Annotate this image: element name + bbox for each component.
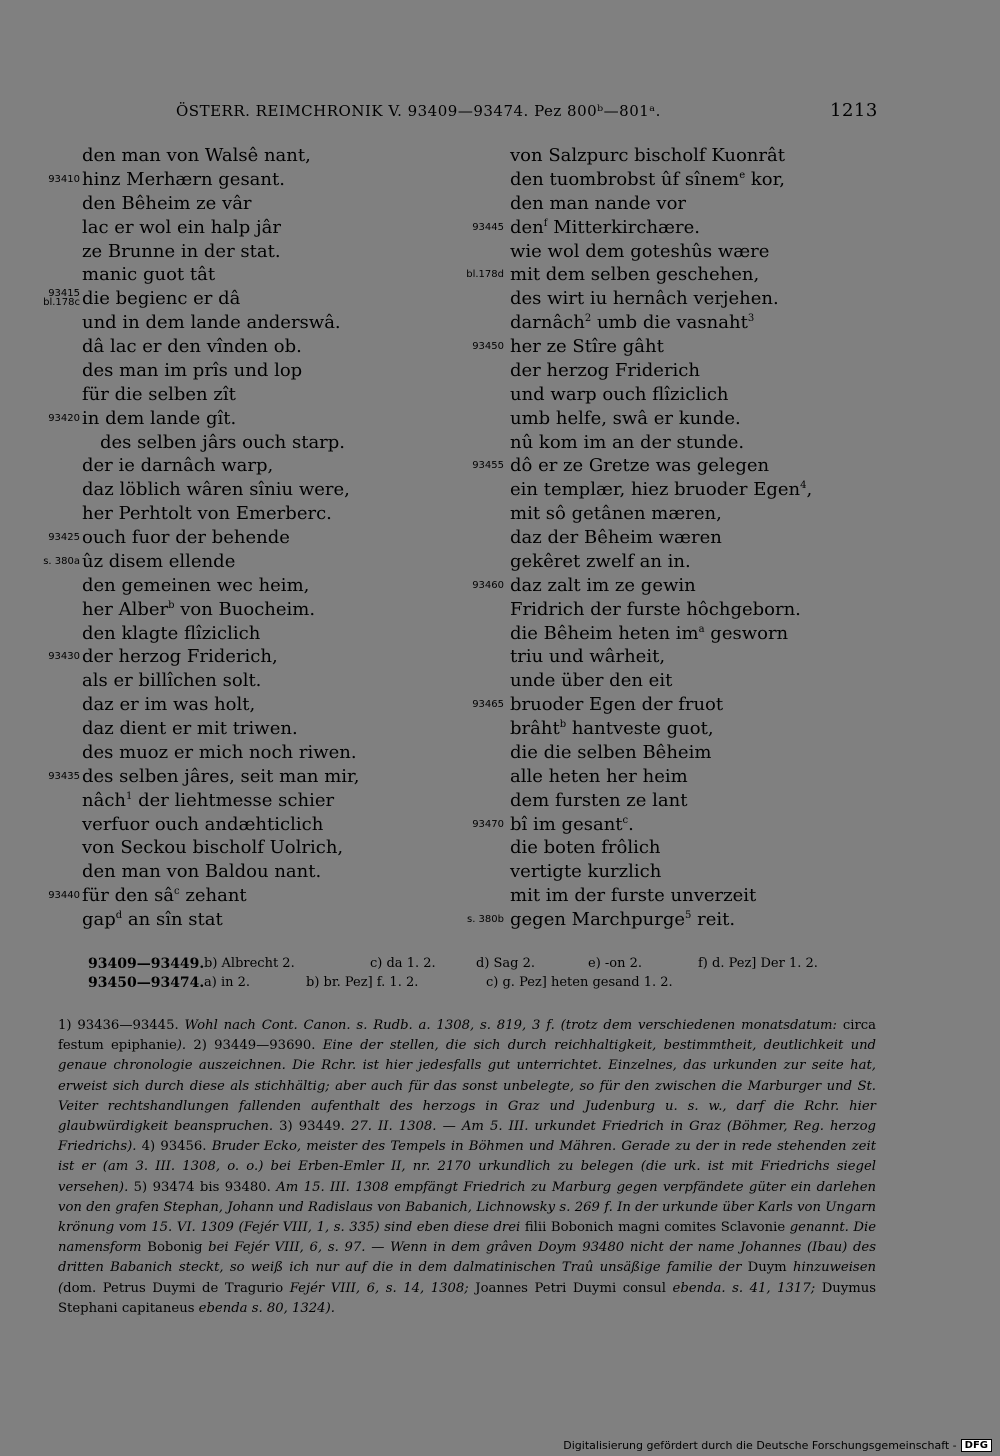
verse-segment: nâch (82, 789, 126, 811)
footnotes (58, 1016, 876, 1319)
verse-segment: für die selben zît (82, 383, 236, 405)
note-text: 27. II. 1308. — Am 5. III. urkundet Friedrich in Graz (Böhmer, Reg. herzog Friedrichs). (58, 1119, 876, 1155)
verse-segment: des selben jâres, seit man mir, (82, 765, 360, 787)
verse-line (28, 574, 468, 598)
verse-segment: ein templær, hiez bruoder Egen (510, 479, 801, 501)
verse-segment: dâ lac er den vînden ob. (82, 336, 302, 357)
apparatus-item: c) g. Pez] heten gesand 1. 2. (486, 975, 673, 990)
verse-text (510, 335, 664, 359)
verse-segment: mit sô getânen mæren, (510, 503, 722, 525)
verse-text (82, 168, 285, 192)
verse-line (452, 240, 892, 264)
verse-line (452, 574, 892, 598)
note-number: 5) 93474 bis 93480. (133, 1179, 277, 1195)
apparatus-item: c) da 1. 2. (370, 956, 436, 971)
verse-segment: manic guot tât (82, 264, 216, 286)
verse-line (452, 717, 892, 741)
verse-segment: Mitterkirchære. (547, 216, 700, 238)
verse-line (28, 693, 468, 717)
verse-text (82, 765, 359, 789)
verse-text (510, 263, 759, 287)
verse-line (452, 335, 892, 359)
verse-line (452, 168, 892, 192)
verse-line (28, 168, 468, 192)
note-number: 1) 93436—93445. (58, 1018, 185, 1033)
verse-text (82, 860, 321, 884)
verse-segment: die die selben Bêheim (510, 741, 712, 763)
verse-line (452, 598, 892, 622)
verse-line (28, 836, 468, 860)
verse-segment: her ze Stîre gâht (510, 336, 664, 357)
verse-line (28, 789, 468, 813)
verse-segment: und in dem lande anderswâ. (82, 312, 341, 334)
verse-text (510, 359, 700, 383)
verse-line (452, 550, 892, 574)
verse-text (510, 311, 754, 335)
verse-text (510, 240, 769, 264)
verse-segment: brâht (510, 718, 560, 739)
verse-segment: daz er im was holt, (82, 694, 256, 716)
apparatus-label: 93450—93474. (88, 975, 205, 991)
funding-note: Digitalisierung gefördert durch die Deutsche Forschungsgemeinschaft - (563, 1438, 957, 1452)
note-text: ebenda. s. 41, 1317; (666, 1280, 822, 1296)
verse-segment: in dem lande gît. (82, 407, 237, 429)
verse-text (82, 335, 302, 359)
verse-segment: der ie darnâch warp, (82, 455, 274, 477)
verse-column-right (452, 144, 892, 932)
verse-segment: und warp ouch flîziclich (510, 383, 729, 405)
line-number: bl.178d (466, 269, 504, 281)
verse-text (82, 359, 302, 383)
verse-line (28, 765, 468, 789)
verse-text (82, 550, 235, 574)
note-text: Eine der stellen, die sich durch reichhaltigkeit, bestimmtheit, deutlichkeit und genaue chronologie auszeichnen. Die Rchr. ist hier jedesfalls gut unterrichtet. Einzelnes, das urkunden zur seite hat, erweist sich durch diese als stichhältig; aber auch für das sonst unbelegte, so für den zwischen die Marburger und St. Veiter rechtshandlungen fallenden aufenthalt des herzogs in Graz und Judenburg u. s. w., darf die Rchr. hier glaubwürdigkeit beanspruchen. (58, 1038, 876, 1135)
verse-line (28, 526, 468, 550)
verse-segment: daz löblich wâren sîniu were, (82, 479, 350, 501)
verse-segment: die boten frôlich (510, 837, 661, 859)
verse-line (28, 598, 468, 622)
verse-line (28, 311, 468, 335)
verse-text (510, 216, 700, 240)
verse-line (452, 454, 892, 478)
apparatus-item: b) br. Pez] f. 1. 2. (306, 975, 419, 990)
verse-segment: ze Brunne in der stat. (82, 240, 281, 262)
verse-text (82, 789, 334, 813)
verse-segment: wie wol dem goteshûs wære (510, 240, 770, 262)
note-marker: 1 (126, 790, 133, 802)
verse-text (82, 526, 290, 550)
note-text: Bruder Ecko, meister des Tempels in Böhmen und Mähren. Gerade zu der in rede stehenden zeit ist er (am 3. III. 1308, o. o.) bei Erben-Emler II, nr. 2170 urkundlich zu belegen (die urk. ist mit Friedrichs siegel versehen). (58, 1139, 877, 1195)
verse-text (82, 216, 281, 240)
verse-text (510, 693, 723, 717)
verse-segment: des selben jârs ouch starp. (100, 431, 346, 453)
verse-line (452, 216, 892, 240)
verse-text (82, 836, 343, 860)
verse-line (452, 884, 892, 908)
verse-segment: den man von Walsê nant, (82, 145, 311, 166)
verse-line (452, 526, 892, 550)
verse-text (510, 908, 735, 932)
note-text: Wohl nach Cont. Canon. s. Rudb. a. 1308, s. 819, 3 f. (trotz dem verschiedenen monatsdatum: (184, 1018, 843, 1033)
verse-text (82, 813, 323, 837)
verse-segment: ouch fuor der behende (82, 527, 290, 548)
verse-segment: unde über den eit (510, 670, 673, 692)
verse-line (28, 287, 468, 311)
verse-line (452, 287, 892, 311)
verse-text (82, 717, 298, 741)
verse-segment: lac er wol ein halp jâr (82, 216, 281, 238)
verse-text (82, 263, 215, 287)
verse-segment: den Bêheim ze vâr (82, 192, 252, 214)
verse-line (28, 860, 468, 884)
line-number: 93425 (48, 532, 80, 543)
verse-text (510, 860, 661, 884)
note-marker: b (559, 719, 567, 730)
verse-segment: den (510, 216, 544, 238)
note-marker: 5 (685, 910, 692, 921)
verse-line (452, 765, 892, 789)
verse-text (510, 431, 744, 455)
verse-segment: die begienc er dâ (82, 288, 241, 310)
verse-segment: gegen Marchpurge (510, 909, 685, 930)
verse-segment: daz der Bêheim wæren (510, 527, 722, 548)
verse-segment: her Perhtolt von Emerberc. (82, 503, 332, 525)
verse-text (82, 454, 273, 478)
verse-segment: der liehtmesse schier (132, 789, 335, 811)
verse-segment: dem fursten ze lant (510, 789, 688, 811)
verse-line (28, 359, 468, 383)
verse-segment: bî im gesant (510, 813, 623, 835)
line-number: 93450 (472, 341, 504, 352)
verse-text (510, 478, 812, 502)
note-text: bei Fejér VIII, 6, s. 97. — Wenn in dem grâven Doym 93480 nicht der name Johannes (Ibau) des dritten Babanich steckt, so weiß ich nur auf die in dem dalmatinischen Traû unsäßige familie der (58, 1240, 877, 1276)
note-number: 2) 93449—93690. (193, 1038, 323, 1054)
verse-line (28, 813, 468, 837)
verse-segment: darnâch (510, 312, 585, 334)
line-number: 93470 (472, 818, 504, 830)
verse-column-left (28, 144, 468, 932)
line-number (28, 289, 80, 307)
verse-line (452, 359, 892, 383)
verse-line (452, 478, 892, 502)
line-number: 93460 (472, 579, 504, 591)
verse-segment: des muoz er mich noch riwen. (82, 741, 357, 763)
verse-line (452, 908, 892, 932)
verse-segment: mit im der furste unverzeit (510, 885, 757, 907)
verse-text (82, 407, 236, 431)
note-marker: 3 (747, 313, 755, 325)
verse-segment: daz dient er mit triwen. (82, 718, 298, 739)
verse-line (28, 908, 468, 932)
verse-segment: umb die vasnaht (591, 312, 748, 334)
verse-line (452, 622, 892, 646)
verse-line (452, 192, 892, 216)
verse-segment: vertigte kurzlich (510, 861, 662, 883)
verse-line (452, 836, 892, 860)
line-number: 93430 (48, 651, 80, 663)
apparatus-label: 93409—93449. (88, 956, 205, 972)
verse-text (510, 598, 801, 622)
verse-line (452, 860, 892, 884)
verse-text (82, 622, 260, 646)
verse-segment: bruoder Egen der fruot (510, 694, 724, 716)
running-header (0, 100, 1000, 124)
verse-line (28, 407, 468, 431)
verse-text (510, 168, 785, 192)
note-marker: e (739, 169, 746, 181)
verse-text (82, 287, 240, 311)
verse-line (452, 431, 892, 455)
verse-text (510, 407, 741, 431)
line-number: 93455 (472, 460, 504, 472)
verse-line (28, 144, 468, 168)
verse-text (82, 383, 236, 407)
verse-text (510, 383, 729, 407)
verse-line (452, 741, 892, 765)
verse-text (510, 813, 634, 837)
verse-segment: die Bêheim heten im (510, 622, 699, 644)
verse-text (510, 669, 672, 693)
verse-text (510, 765, 688, 789)
line-number: s. 380a (43, 555, 80, 567)
verse-text (82, 908, 223, 932)
verse-text (510, 622, 788, 646)
verse-segment: gap (82, 909, 116, 930)
note-quote: circa festum epiphanie (58, 1018, 876, 1054)
verse-line (28, 550, 468, 574)
dfg-logo: DFG (961, 1439, 992, 1452)
verse-line (28, 216, 468, 240)
verse-line (28, 335, 468, 359)
verse-line (28, 431, 468, 455)
verse-text (510, 192, 686, 216)
verse-line (452, 407, 892, 431)
verse-segment: des man im prîs und lop (82, 359, 303, 381)
line-number: 93440 (48, 890, 80, 902)
note-marker: 4 (800, 480, 807, 492)
verse-text (100, 431, 345, 455)
verse-segment: den gemeinen wec heim, (82, 574, 310, 596)
verse-line (28, 263, 468, 287)
verse-segment: Fridrich der furste hôchgeborn. (510, 598, 801, 620)
verse-segment: der herzog Friderich, (82, 646, 278, 668)
verse-text (82, 240, 281, 264)
verse-segment: den klagte flîziclich (82, 622, 261, 644)
verse-segment: umb helfe, swâ er kunde. (510, 407, 741, 429)
note-quote: dom. Petrus Duymi de Tragurio (63, 1280, 284, 1296)
verse-segment: den tuombrobst ûf sînem (510, 168, 740, 190)
verse-text (82, 478, 350, 502)
note-marker: a (698, 623, 705, 635)
verse-segment: ûz disem ellende (82, 550, 236, 572)
line-number: 93420 (48, 412, 80, 424)
apparatus-item: b) Albrecht 2. (204, 956, 295, 971)
verse-text (82, 645, 278, 669)
verse-segment: für den sâ (82, 885, 175, 907)
verse-segment: kor, (745, 168, 785, 190)
note-quote: Duymus Stephani capitaneus (58, 1280, 876, 1316)
verse-line (28, 622, 468, 646)
line-number: s. 380b (466, 914, 504, 925)
verse-segment: daz zalt im ze gewin (510, 574, 696, 596)
verse-line (28, 669, 468, 693)
verse-line (452, 789, 892, 813)
note-text: hinzuweisen ( (58, 1260, 876, 1296)
note-marker: c (174, 886, 180, 898)
verse-segment: hinz Merhærn gesant. (82, 168, 285, 190)
verse-text (510, 454, 769, 478)
verse-line (28, 383, 468, 407)
note-marker: 2 (584, 313, 592, 325)
note-text: ). (176, 1038, 194, 1054)
verse-text (82, 884, 247, 908)
verse-line (452, 645, 892, 669)
note-text: ebenda s. 80, 1324). (194, 1300, 335, 1316)
verse-text (510, 574, 696, 598)
note-marker: b (168, 599, 175, 611)
verse-text (82, 144, 311, 168)
verse-line (28, 717, 468, 741)
verse-text (510, 884, 756, 908)
verse-segment: . (628, 813, 634, 835)
verse-text (510, 144, 785, 168)
note-number: 3) 93449. (279, 1119, 351, 1135)
verse-line (28, 240, 468, 264)
note-quote: filii Bobonich magni comites Sclavonie (524, 1220, 786, 1236)
verse-line (452, 263, 892, 287)
verse-segment: der herzog Friderich (510, 359, 700, 381)
verse-text (510, 287, 779, 311)
verse-segment: von Salzpurc bischolf Kuonrât (510, 145, 785, 166)
verse-line (452, 693, 892, 717)
verse-text (82, 693, 255, 717)
line-number: 93410 (48, 173, 80, 185)
verse-segment: den man nande vor (510, 192, 687, 214)
verse-text (510, 502, 722, 526)
verse-text (82, 741, 357, 765)
verse-line (452, 669, 892, 693)
apparatus-row-1 (88, 956, 888, 976)
verse-segment: alle heten her heim (510, 765, 688, 787)
verse-text (82, 192, 252, 216)
note-text: Am 15. III. 1308 empfängt Friedrich zu Marburg gegen verpfändete güter ein darlehen von den grafen Stephan, Johann und Radislaus von Babanich, Lichnowsky s. 269 f. In der urkunde über Karls von Ungarn krönung vom 15. VI. 1309 (Fejér VIII, 1, s. 335) sind eben diese drei (58, 1179, 876, 1236)
verse-text (82, 598, 315, 622)
line-number: 93465 (472, 699, 504, 711)
verse-segment: als er billîchen solt. (82, 670, 262, 692)
apparatus-item: d) Sag 2. (476, 956, 536, 971)
verse-text (510, 741, 711, 765)
note-marker: c (622, 814, 629, 826)
line-number: 93435 (48, 770, 80, 782)
apparatus-item: e) -on 2. (588, 956, 643, 971)
note-text: Fejér VIII, 6, s. 14, 1308; (283, 1280, 476, 1296)
verse-line (28, 884, 468, 908)
verse-segment: den man von Baldou nant. (82, 861, 322, 883)
verse-text (510, 550, 691, 574)
verse-text (510, 526, 722, 550)
running-title: ÖSTERR. REIMCHRONIK V. 93409—93474. Pez 800ᵇ—801ᵃ. (176, 102, 661, 120)
verse-line (28, 645, 468, 669)
note-quote: Duym (747, 1260, 787, 1276)
apparatus-row-2 (88, 975, 888, 995)
verse-segment: von Buocheim. (174, 598, 316, 620)
note-number: 4) 93456. (141, 1139, 212, 1155)
verse-text (82, 502, 332, 526)
verse-segment: triu und wârheit, (510, 646, 666, 668)
verse-segment: verfuor ouch andæhticlich (82, 813, 324, 835)
verse-line (452, 383, 892, 407)
verse-text (82, 574, 309, 598)
verse-text (82, 669, 261, 693)
apparatus-item: a) in 2. (204, 975, 251, 990)
verse-text (510, 645, 665, 669)
verse-text (510, 789, 687, 813)
verse-line (452, 502, 892, 526)
verse-line (452, 311, 892, 335)
verse-segment: hantveste guot, (566, 718, 714, 739)
verse-text (510, 836, 661, 860)
verse-segment: nû kom im an der stunde. (510, 431, 745, 453)
apparatus-item: f) d. Pez] Der 1. 2. (698, 956, 818, 971)
verse-segment: an sîn stat (122, 909, 223, 930)
note-marker: f (543, 217, 548, 229)
verse-segment: von Seckou bischolf Uolrich, (82, 837, 344, 859)
verse-line (28, 478, 468, 502)
note-text: genannt. Die namensform (58, 1220, 877, 1256)
verse-segment: reit. (691, 909, 736, 930)
line-number: 93445 (472, 221, 504, 233)
note-quote: Bobonig (147, 1240, 203, 1256)
line-number-main: 93415 (48, 288, 80, 300)
verse-line (28, 741, 468, 765)
note-quote: Joannes Petri Duymi consul (475, 1280, 667, 1296)
verse-line (452, 813, 892, 837)
verse-segment: gesworn (704, 622, 789, 644)
page-number: 1213 (830, 100, 878, 121)
verse-segment: des wirt iu hernâch verjehen. (510, 288, 779, 310)
note-marker: d (115, 910, 123, 921)
verse-line (28, 454, 468, 478)
verse-text (82, 311, 341, 335)
folio-marker: bl.178c (43, 297, 80, 309)
verse-segment: mit dem selben geschehen, (510, 264, 760, 286)
verse-segment: her Alber (82, 598, 169, 620)
verse-line (452, 144, 892, 168)
verse-line (28, 502, 468, 526)
verse-segment: zehant (179, 885, 247, 907)
verse-line (28, 192, 468, 216)
verse-segment: dô er ze Gretze was gelegen (510, 455, 770, 477)
verse-segment: , (806, 479, 813, 501)
digitization-footer (563, 1436, 992, 1454)
verse-text (510, 717, 714, 741)
verse-segment: gekêret zwelf an in. (510, 550, 691, 572)
